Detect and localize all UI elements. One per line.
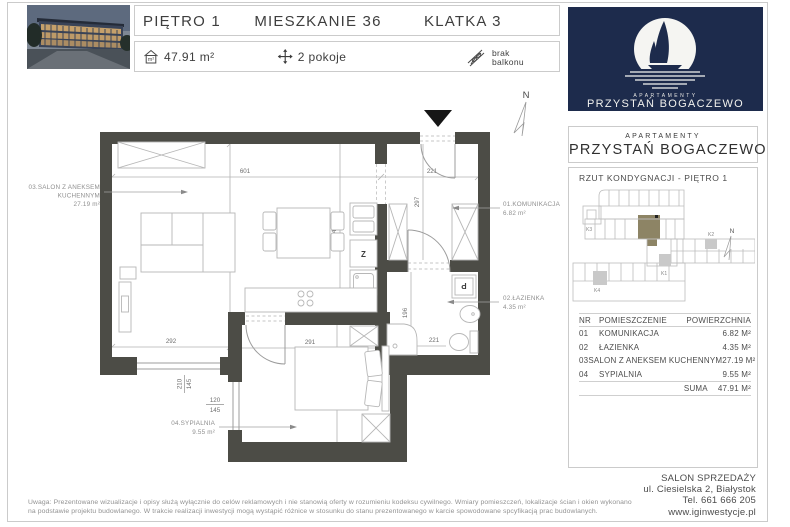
dim-291: 291	[304, 339, 316, 346]
shower	[387, 324, 417, 355]
logo-subtitle: APARTAMENTY	[633, 93, 698, 99]
dim-window-120-145	[206, 397, 224, 414]
siteplan-k3: K3	[586, 227, 593, 233]
plan-compass-icon	[514, 90, 530, 136]
apartment-label: MIESZKANIE 36	[254, 13, 382, 30]
no-balcony-icon	[465, 47, 487, 69]
toilet	[450, 334, 469, 351]
header-row-titles	[134, 5, 560, 36]
bedroom-label: 04.SYPIALNIA	[171, 420, 215, 427]
floor-label: PIĘTRO 1	[143, 13, 221, 30]
hall-area: 6.82 m²	[503, 210, 526, 217]
bath-sink	[460, 306, 480, 323]
disclaimer-line-2: na podstawie projektu budowlanego. W trakcie realizacji inwestycji mogą wystąpić różnice w stosunku do stanu prezentowanego w karcie spowodowane spcyfikacją prac budowlanych.	[28, 507, 598, 515]
header-row-specs	[134, 41, 560, 72]
sales-office-website: www.iginwestycje.pl	[668, 506, 756, 518]
svg-text:m²: m²	[147, 57, 155, 64]
disclaimer-line-1: Uwaga: Prezentowane wizualizacje i opisy służą wyłącznie do celów reklamowych i nie stanowią oferty w rozumieniu kodeksu cywilnego. Wmiary pomieszczeń, lokalizacje ścian i okien wykonano	[28, 499, 632, 506]
bathroom-label: 02.ŁAZIENKA	[503, 295, 545, 302]
staircase-label: KLATKA 3	[424, 13, 502, 30]
dim-297: 297	[414, 196, 421, 208]
sidebar-plan-box	[568, 167, 758, 468]
siteplan-k1: K1	[661, 271, 668, 277]
bedroom-area: 9.55 m²	[192, 429, 215, 436]
logo-title: PRZYSTAŃ BOGACZEWO	[586, 98, 745, 110]
table-row: 03 SALON Z ANEKSEM KUCHENNYM 27.19 M²	[579, 356, 756, 366]
dim-window-210-145	[177, 375, 194, 393]
table-row: 04 SYPIALNIA 9.55 M²	[579, 369, 751, 379]
brand-logo	[568, 7, 763, 111]
table-sum-row: SUMA 47.91 M²	[579, 381, 751, 396]
svg-text:120: 120	[209, 397, 221, 404]
table-header: NR POMIESZCZENIE POWIERZCHNIA	[579, 313, 751, 327]
disclaimer	[28, 499, 632, 516]
bed	[295, 347, 368, 410]
dishwasher-label: Z	[361, 250, 366, 259]
siteplan-k4: K4	[594, 288, 601, 294]
siteplan-k2: K2	[708, 232, 715, 238]
area-icon	[143, 49, 159, 64]
room-table	[579, 313, 756, 396]
area-value: 47.91 m²	[164, 49, 215, 64]
bathroom-door-arc	[408, 230, 450, 272]
siteplan-compass-icon	[724, 228, 735, 260]
plan-compass-n: N	[522, 90, 530, 101]
bedroom-door-arc	[246, 325, 285, 364]
sidebar-brand-top: APARTAMENTY	[625, 133, 701, 140]
toilet-tank	[470, 331, 478, 353]
svg-text:210: 210	[176, 378, 184, 390]
sales-office-phone: Tel. 661 666 205	[682, 495, 756, 507]
dim-196: 196	[402, 307, 409, 319]
salon-area: 27.19 m²	[73, 201, 100, 208]
svg-text:N: N	[729, 228, 735, 235]
svg-text:145: 145	[209, 407, 221, 414]
salon-label-1: 03.SALON Z ANEKSEM	[28, 184, 100, 191]
site-plan	[571, 186, 755, 312]
sales-office-address: ul. Ciesielska 2, Białystok	[643, 484, 756, 496]
dim-221-bath: 221	[428, 337, 440, 344]
dim-292: 292	[165, 338, 177, 345]
unit-entrance-marker	[655, 215, 658, 218]
sales-office-info	[643, 473, 756, 518]
balcony-status: brak balkonu	[492, 47, 524, 67]
furniture-hall	[389, 204, 478, 260]
bathroom-area: 4.35 m²	[503, 304, 526, 311]
sales-office-title: SALON SPRZEDAŻY	[661, 473, 756, 484]
rooms-move-icon	[278, 49, 293, 64]
dim-221-top: 221	[426, 168, 438, 175]
entrance-marker-icon	[424, 110, 452, 127]
hall-label: 01.KOMUNIKACJA	[503, 201, 561, 208]
section-title: RZUT KONDYGNACJI - PIĘTRO 1	[579, 173, 728, 183]
svg-text:145: 145	[186, 378, 193, 390]
floor-plan	[0, 80, 570, 470]
sidebar-brand-name: PRZYSTAŃ BOGACZEWO	[569, 142, 767, 158]
salon-label-2: KUCHENNYM	[57, 192, 100, 200]
table-row: 02 ŁAZIENKA 4.35 M²	[579, 342, 751, 352]
washer-label: P	[461, 281, 467, 290]
rooms-value: 2 pokoje	[297, 49, 347, 64]
table-row: 01 KOMUNIKACJA 6.82 M²	[579, 329, 751, 339]
dim-601: 601	[239, 168, 251, 175]
sidebar-brand-box	[568, 126, 767, 163]
building-photo	[27, 5, 130, 69]
